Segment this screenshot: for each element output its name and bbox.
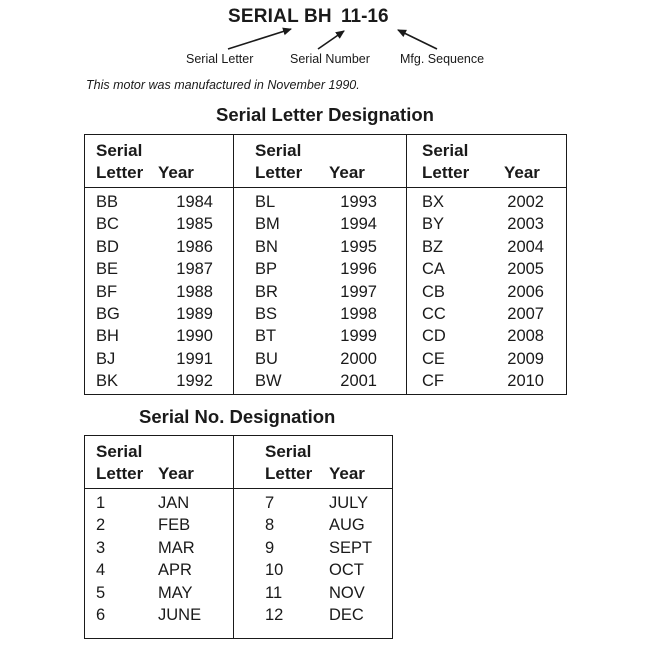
arrow-serial-number (318, 31, 344, 49)
value-cell: 1993 (340, 193, 377, 211)
code-cell: 4 (96, 561, 106, 580)
code-cell: BE (96, 260, 119, 279)
header-serial: Serial (96, 442, 143, 461)
value-cell: MAR (158, 538, 195, 557)
code-cell: BF (96, 282, 118, 301)
code-cell: 7 (265, 494, 275, 512)
letter-table-body (85, 191, 566, 391)
code-cell: BH (96, 327, 119, 346)
arrow-mfg-sequence (398, 30, 437, 49)
value-cell: 1984 (176, 193, 213, 211)
serial-example-prefix: SERIAL BH (228, 6, 332, 27)
code-cell: BJ (96, 349, 116, 368)
value-cell: APR (158, 561, 192, 580)
header-year: Year (158, 464, 194, 483)
header-letter: Letter (422, 163, 470, 182)
value-cell: 2009 (507, 349, 544, 368)
value-cell: 1992 (176, 372, 213, 391)
label-mfg-sequence: Mfg. Sequence (400, 52, 485, 66)
value-cell: JUNE (158, 606, 202, 624)
code-cell: 8 (265, 516, 275, 535)
code-cell: CC (422, 305, 446, 323)
code-cell: 5 (96, 583, 106, 602)
code-cell: CE (422, 349, 445, 368)
code-cell: BS (255, 305, 278, 323)
value-cell: 1989 (176, 305, 213, 323)
code-cell: BN (255, 237, 278, 256)
value-cell: 1988 (176, 282, 213, 301)
value-cell: NOV (329, 583, 365, 602)
value-cell: 2003 (507, 215, 544, 234)
value-cell: 1995 (340, 237, 377, 256)
arrow-serial-letter (228, 29, 291, 49)
code-cell: 10 (265, 561, 284, 580)
value-cell: 1999 (340, 327, 377, 346)
header-divider (85, 187, 566, 188)
header-year: Year (329, 464, 365, 483)
value-cell: JULY (329, 494, 369, 512)
serial-letter-table (84, 134, 567, 395)
value-cell: SEPT (329, 538, 373, 557)
label-serial-number: Serial Number (290, 52, 370, 66)
value-cell: 2006 (507, 282, 544, 301)
code-cell: BX (422, 193, 445, 211)
value-cell: 2008 (507, 327, 544, 346)
code-cell: BL (255, 193, 276, 211)
value-cell: 1996 (340, 260, 377, 279)
header-letter: Letter (255, 163, 303, 182)
number-table-body (85, 492, 392, 632)
code-cell: BU (255, 349, 278, 368)
code-cell: BD (96, 237, 119, 256)
letter-table-title: Serial Letter Designation (216, 104, 434, 125)
value-cell: 2010 (507, 372, 544, 391)
header-serial: Serial (265, 442, 312, 461)
code-cell: CF (422, 372, 444, 391)
serial-example-numbers: 11-16 (341, 6, 389, 27)
header-divider (85, 488, 392, 489)
value-cell: 1994 (340, 215, 377, 234)
code-cell: BK (96, 372, 119, 391)
code-cell: BM (255, 215, 280, 234)
code-cell: BR (255, 282, 278, 301)
code-cell: 3 (96, 538, 106, 557)
serial-arrows (0, 0, 650, 80)
number-table-title: Serial No. Designation (139, 406, 336, 427)
value-cell: 2004 (507, 237, 544, 256)
code-cell: CA (422, 260, 445, 279)
header-year: Year (158, 163, 194, 182)
code-cell: 9 (265, 538, 275, 557)
header-serial: Serial (96, 141, 143, 160)
code-cell: 6 (96, 606, 106, 624)
code-cell: BW (255, 372, 282, 391)
code-cell: BY (422, 215, 445, 234)
value-cell: 1985 (176, 215, 213, 234)
code-cell: BP (255, 260, 278, 279)
value-cell: 1998 (340, 305, 377, 323)
value-cell: 2007 (507, 305, 544, 323)
header-year: Year (329, 163, 365, 182)
serial-number-table (84, 435, 393, 639)
value-cell: MAY (158, 583, 193, 602)
code-cell: 2 (96, 516, 106, 535)
manufacture-note: This motor was manufactured in November 1990. (86, 78, 360, 92)
code-cell: 1 (96, 494, 106, 512)
header-year: Year (504, 163, 540, 182)
header-letter: Letter (96, 464, 144, 483)
code-cell: 12 (265, 606, 284, 624)
value-cell: 1986 (176, 237, 213, 256)
value-cell: 2001 (340, 372, 377, 391)
code-cell: CD (422, 327, 446, 346)
label-serial-letter: Serial Letter (186, 52, 254, 66)
value-cell: JAN (158, 494, 190, 512)
value-cell: 1987 (176, 260, 213, 279)
value-cell: 2000 (340, 349, 377, 368)
value-cell: 1991 (176, 349, 213, 368)
header-serial: Serial (255, 141, 302, 160)
value-cell: 2005 (507, 260, 544, 279)
code-cell: CB (422, 282, 445, 301)
code-cell: 11 (265, 583, 283, 602)
value-cell: 1997 (340, 282, 377, 301)
code-cell: BZ (422, 237, 444, 256)
header-serial: Serial (422, 141, 469, 160)
code-cell: BC (96, 215, 119, 234)
value-cell: 1990 (176, 327, 213, 346)
value-cell: FEB (158, 516, 191, 535)
header-letter: Letter (265, 464, 313, 483)
value-cell: 2002 (507, 193, 544, 211)
value-cell: OCT (329, 561, 364, 580)
value-cell: AUG (329, 516, 365, 535)
code-cell: BG (96, 305, 120, 323)
code-cell: BB (96, 193, 119, 211)
code-cell: BT (255, 327, 277, 346)
header-letter: Letter (96, 163, 144, 182)
value-cell: DEC (329, 606, 364, 624)
